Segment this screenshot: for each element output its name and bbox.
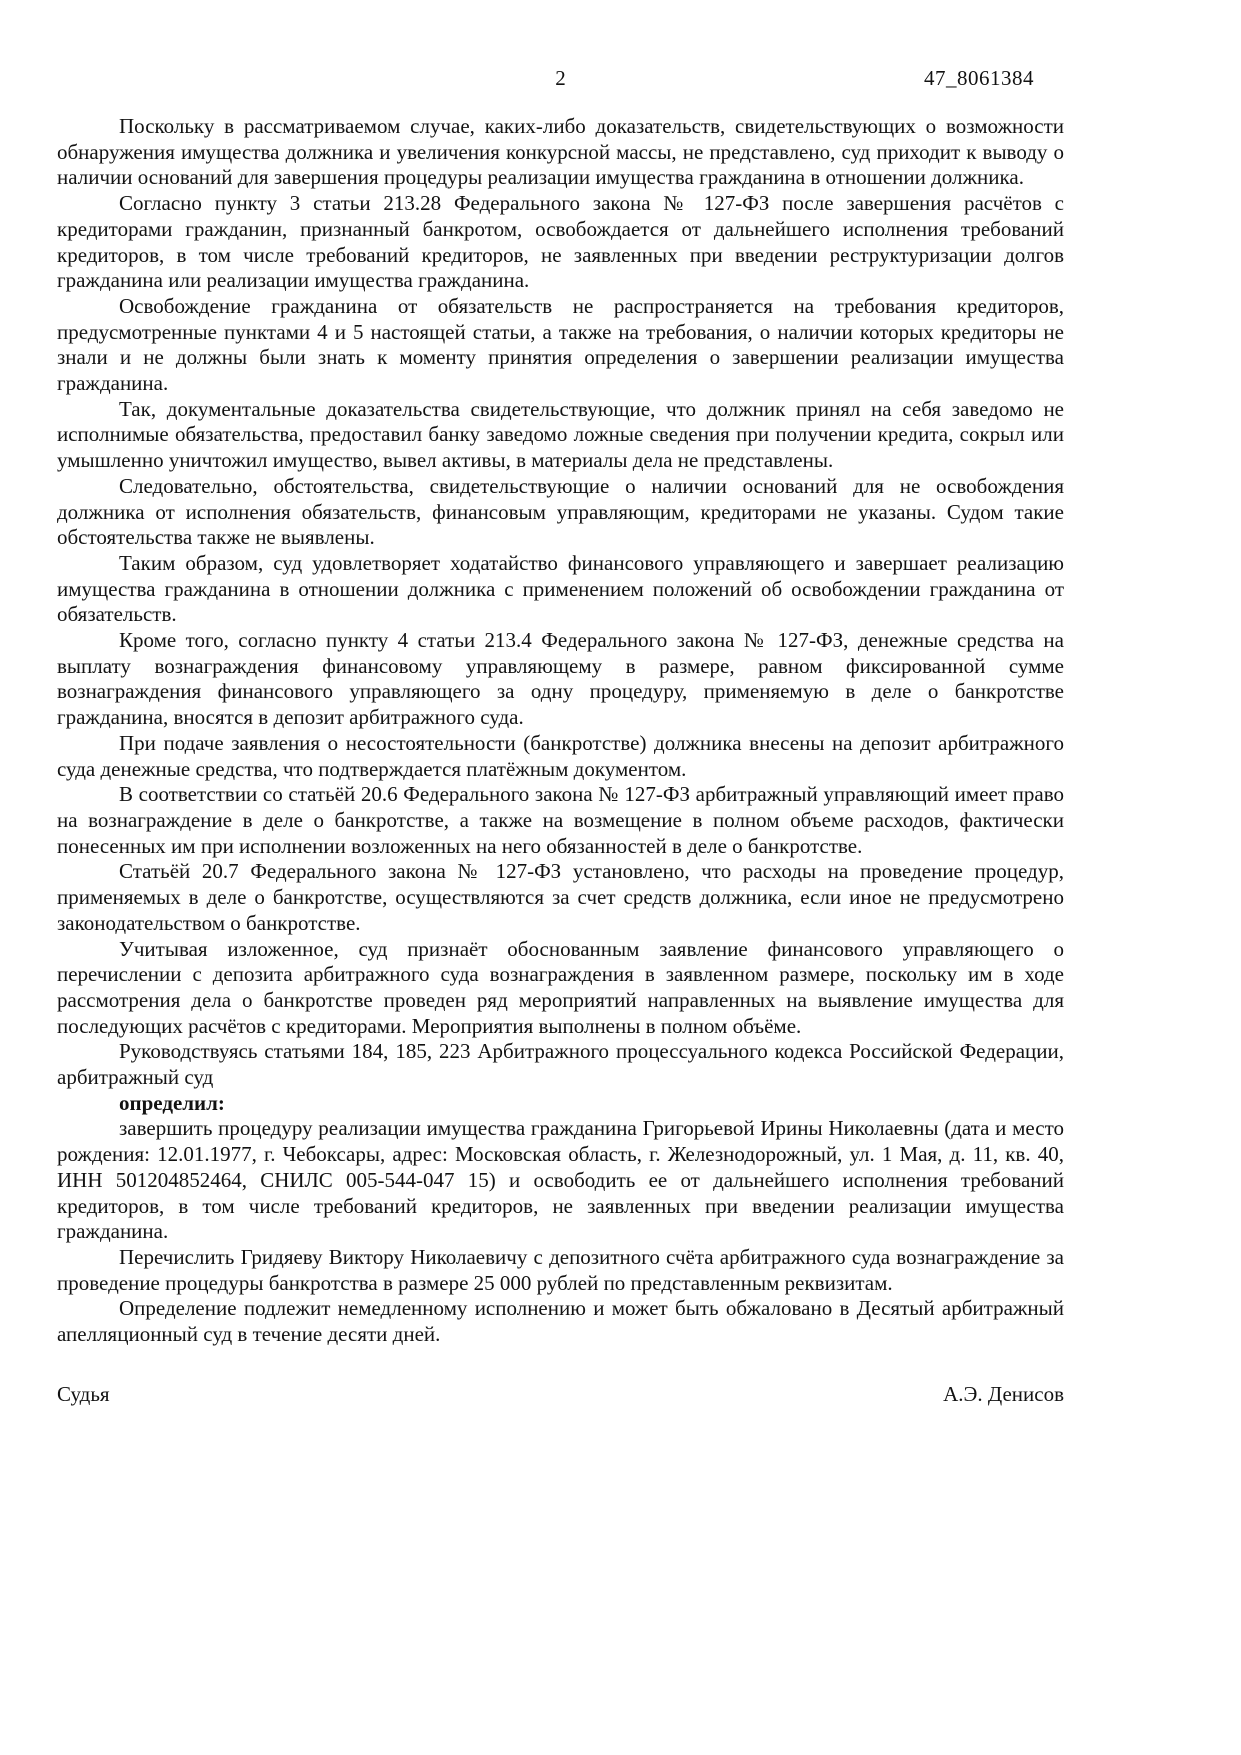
paragraph: Поскольку в рассматриваемом случае, каких-либо доказательств, свидетельствующих о возможности обнаружения имущества должника и увеличения конкурсной массы, не представлено, суд приходит к выводу о наличии оснований для завершения процедуры реализации имущества гражданина в отношении должника. [57, 114, 1064, 190]
paragraph: Так, документальные доказательства свидетельствующие, что должник принял на себя заведомо не исполнимые обязательства, предоставил банку заведомо ложные сведения при получении кредита, сокрыл или умышленно уничтожил имущество, вывел активы, в материалы дела не представлены. [57, 396, 1064, 473]
paragraph: Следовательно, обстоятельства, свидетельствующие о наличии оснований для не освобождения должника от исполнения обязательств, финансовым управляющим, кредиторами не указаны. Судом такие обстоятельства также не выявлены. [57, 473, 1064, 550]
paragraph: При подаче заявления о несостоятельности (банкротстве) должника внесены на депозит арбитражного суда денежные средства, что подтверждается платёжным документом. [57, 730, 1064, 781]
judge-role-label: Судья [57, 1381, 110, 1406]
signature-row [57, 1382, 1064, 1408]
paragraph: Таким образом, суд удовлетворяет ходатайство финансового управляющего и завершает реализацию имущества гражданина в отношении должника с применением положений об освобождении гражданина от обязательств. [57, 550, 1064, 627]
ruling-paragraph: Определение подлежит немедленному исполнению и может быть обжаловано в Десятый арбитражный апелляционный суд в течение десяти дней. [57, 1296, 1064, 1347]
ruling-heading: определил: [119, 1090, 225, 1115]
judge-name: А.Э. Денисов [943, 1381, 1064, 1406]
case-number: 47_8061384 [924, 66, 1034, 90]
paragraph: Освобождение гражданина от обязательств не распространяется на требования кредиторов, предусмотренные пунктами 4 и 5 настоящей статьи, а также на требования, о наличии которых кредиторы не знали и не должны были знать к моменту принятия определения о завершении реализации имущества гражданина. [57, 293, 1064, 396]
ruling-paragraph: завершить процедуру реализации имущества гражданина Григорьевой Ирины Николаевны (дата и место рождения: 12.01.1977, г. Чебоксары, адрес: Московская область, г. Железнодорожный, ул. 1 Мая, д. 11, кв. 40, ИНН 501204852464, СНИЛС 005-544-047 15) и освободить ее от дальнейшего исполнения требований кредиторов, в том числе требований кредиторов, не заявленных при введении реализации имущества гражданина. [57, 1116, 1064, 1244]
paragraph: Учитывая изложенное, суд признаёт обоснованным заявление финансового управляющего о перечислении с депозита арбитражного суда вознаграждения в заявленном размере, поскольку им в ходе рассмотрения дела о банкротстве проведен ряд мероприятий направленных на выявление имущества для последующих расчётов с кредиторами. Мероприятия выполнены в полном объёме. [57, 936, 1064, 1038]
ruling-paragraph: Перечислить Гридяеву Виктору Николаевичу с депозитного счёта арбитражного суда вознаграждение за проведение процедуры банкротства в размере 25 000 рублей по представленным реквизитам. [57, 1244, 1064, 1295]
paragraph: В соответствии со статьёй 20.6 Федерального закона № 127-ФЗ арбитражный управляющий имеет право на вознаграждение в деле о банкротстве, а также на возмещение в полном объеме расходов, фактически понесенных им при исполнении возложенных на него обязанностей в деле о банкротстве. [57, 782, 1064, 858]
paragraph: Согласно пункту 3 статьи 213.28 Федерального закона № 127-ФЗ после завершения расчётов с кредиторами гражданин, признанный банкротом, освобождается от дальнейшего исполнения требований кредиторов, в том числе требований кредиторов, не заявленных при введении реструктуризации долгов гражданина или реализации имущества гражданина. [57, 191, 1064, 293]
page-number: 2 [555, 66, 566, 90]
document-body [57, 114, 1064, 1348]
page-header [57, 66, 1064, 96]
paragraph: Руководствуясь статьями 184, 185, 223 Арбитражного процессуального кодекса Российской Федерации, арбитражный суд [57, 1039, 1064, 1090]
paragraph: Кроме того, согласно пункту 4 статьи 213.4 Федерального закона № 127-ФЗ, денежные средства на выплату вознаграждения финансовому управляющему в размере, равном фиксированной сумме вознаграждения финансового управляющего за одну процедуру, применяемую в деле о банкротстве гражданина, вносятся в депозит арбитражного суда. [57, 628, 1064, 730]
paragraph: Статьёй 20.7 Федерального закона № 127-ФЗ установлено, что расходы на проведение процедур, применяемых в деле о банкротстве, осуществляются за счет средств должника, если иное не предусмотрено законодательством о банкротстве. [57, 859, 1064, 935]
